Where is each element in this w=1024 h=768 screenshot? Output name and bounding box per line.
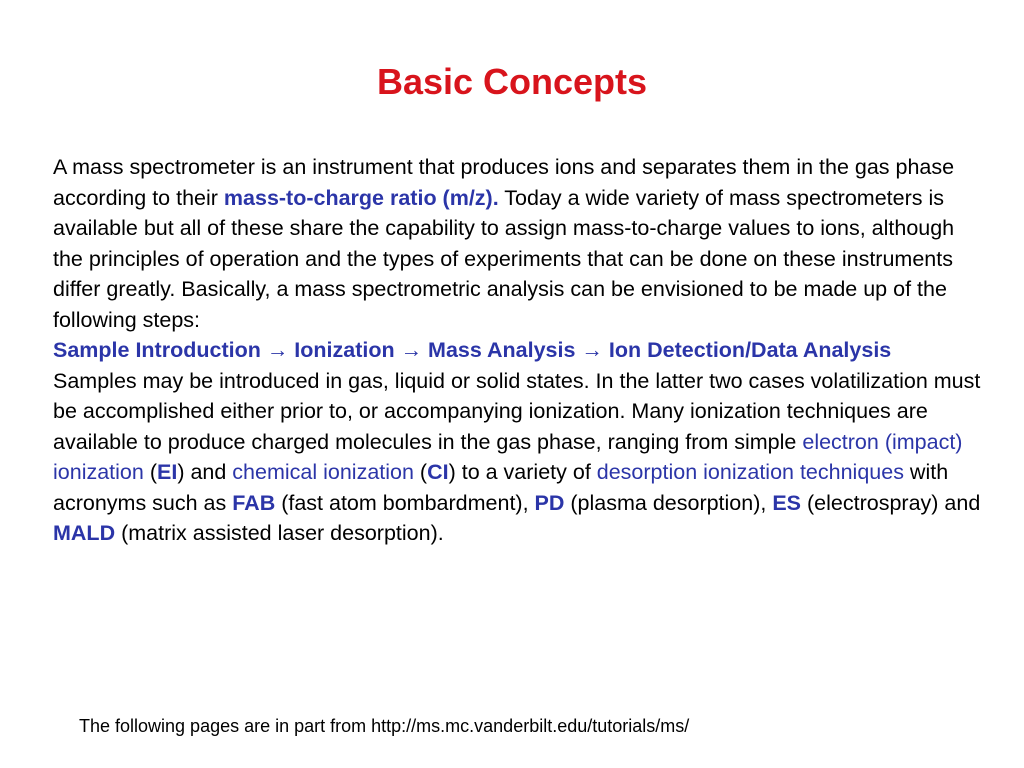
text-fragment: (: [413, 460, 428, 484]
intro-text-continued: Today a wide variety of mass spectrometers is available but all of these share the capability to assign mass-to-charge values to ions, although the principles of operation and the types of experiments that can be done on these instruments differ greatly. Basically, a mass spectrometric analysis can be envisioned to be made up of the following steps:: [53, 185, 955, 332]
samples-text: Samples may be introduced in gas, liquid or solid states. In the latter two cases volatilization must be accomplished either prior to, or accompanying ionization. Many ionization techniques are available to produce charged molecules in the gas phase, ranging from simple: [53, 368, 981, 454]
ci-term: chemical ionization: [232, 460, 414, 484]
text-fragment: (electrospray) and: [801, 490, 981, 515]
ei-term: electron (impact) ionization: [53, 429, 963, 484]
es-acronym: ES: [772, 490, 802, 515]
desorption-term: desorption ionization techniques: [596, 460, 904, 484]
text-fragment: (plasma desorption),: [564, 490, 773, 515]
fab-acronym: FAB: [232, 490, 276, 515]
text-fragment: (matrix assisted laser desorption).: [115, 521, 444, 545]
text-fragment: with acronyms such as: [53, 460, 949, 515]
text-fragment: ) and: [177, 460, 233, 484]
text-fragment: (fast atom bombardment),: [275, 490, 535, 515]
pd-acronym: PD: [534, 490, 565, 515]
ci-acronym: CI: [427, 460, 449, 484]
text-fragment: ) to a variety of: [448, 460, 597, 484]
ei-acronym: EI: [156, 460, 178, 484]
intro-text: A mass spectrometer is an instrument that produces ions and separates them in the gas phase according to their: [53, 155, 955, 210]
text-fragment: (: [143, 460, 157, 484]
mald-acronym: MALD: [53, 521, 116, 545]
body-text: [53, 152, 988, 549]
mass-to-charge-term: mass-to-charge ratio (m/z).: [223, 185, 499, 210]
source-footnote: The following pages are in part from http://ms.mc.vanderbilt.edu/tutorials/ms/: [79, 716, 690, 736]
analysis-steps: Sample Introduction → Ionization → Mass Analysis → Ion Detection/Data Analysis: [53, 338, 892, 362]
slide-title: Basic Concepts: [376, 61, 648, 102]
